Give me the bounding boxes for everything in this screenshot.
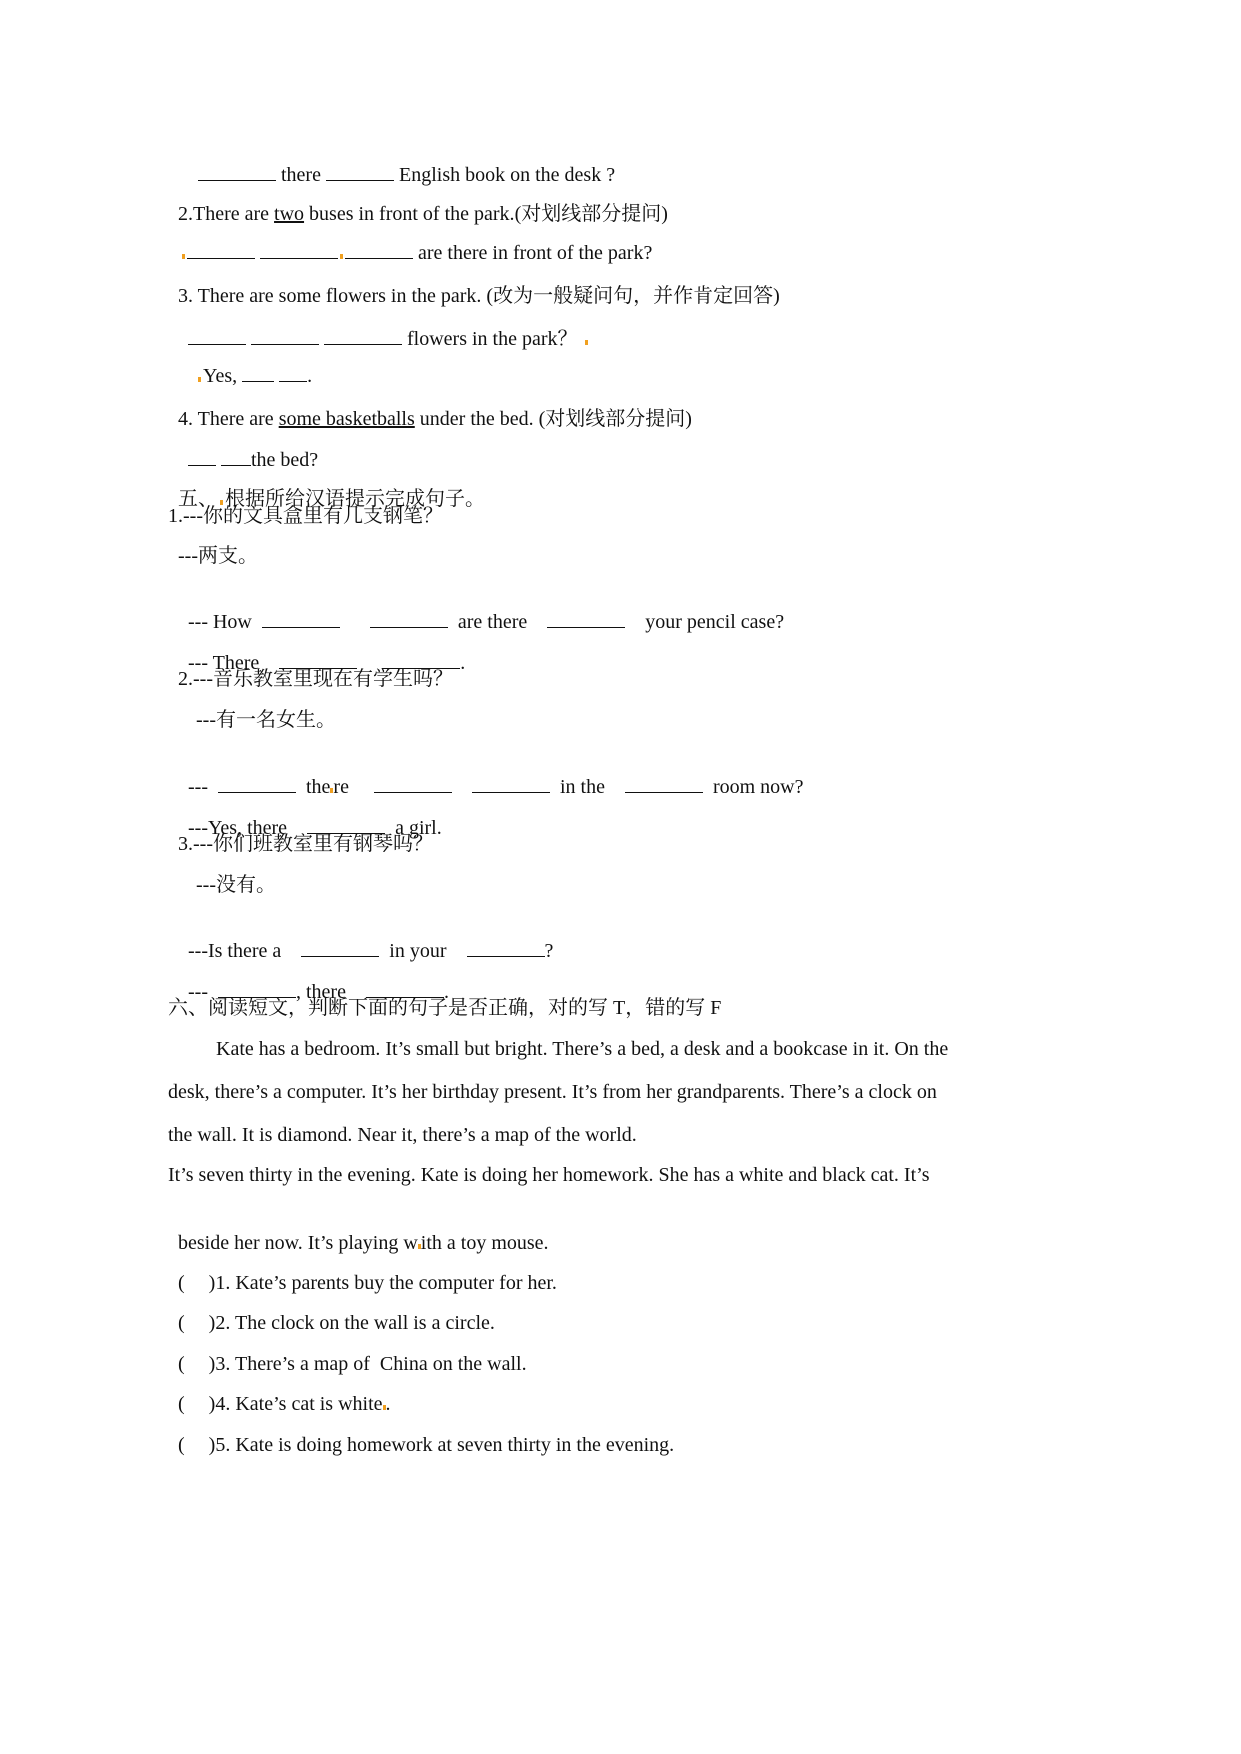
answer-blank[interactable] xyxy=(547,609,625,628)
passage-line: the wall. It is diamond. Near it, there’s a map of the world. xyxy=(168,1124,637,1146)
cn-answer: ---没有。 xyxy=(196,874,276,896)
text: English book on the desk ? xyxy=(393,164,616,186)
cn-question: 2.---音乐教室里现在有学生吗？ xyxy=(178,668,453,690)
answer-blank[interactable] xyxy=(279,363,307,382)
text: beside her now. It’s playing w xyxy=(178,1232,418,1254)
answer-blank[interactable] xyxy=(472,774,550,793)
cn-question: 1.---你的文具盒里有几支钢笔？ xyxy=(168,505,443,527)
paren: ) xyxy=(208,1434,216,1456)
text: are there xyxy=(457,611,528,633)
text: ? xyxy=(544,940,554,962)
text: a girl. xyxy=(395,817,442,839)
passage-line: desk, there’s a computer. It’s her birthday present. It’s from her grandparents. There’s a clock on xyxy=(168,1081,937,1103)
cn-answer: ---两支。 xyxy=(178,545,258,567)
text: buses in front of the park. xyxy=(304,203,515,225)
marker-icon xyxy=(340,254,343,259)
hint: (改为一般疑问句，并作肯定回答) xyxy=(486,285,780,307)
q2-answer-line xyxy=(170,216,652,265)
paren: ( xyxy=(178,1393,185,1415)
hint: (对划线部分提问) xyxy=(514,203,668,225)
answer-blank[interactable] xyxy=(625,774,703,793)
text: . xyxy=(460,652,466,674)
text: the xyxy=(305,776,331,798)
paren: ( xyxy=(178,1353,185,1375)
text: re xyxy=(333,776,349,798)
text: in your xyxy=(389,940,447,962)
section-title: 根据所给汉语提示完成句子。 xyxy=(225,488,485,510)
statement-text: 5. Kate is doing homework at seven thirty in the evening. xyxy=(215,1434,675,1456)
answer-blank[interactable] xyxy=(467,938,545,957)
answer-blank[interactable] xyxy=(324,326,402,345)
paren: ) xyxy=(208,1312,216,1334)
text: ---Is there a xyxy=(188,940,282,962)
text: ith a toy mouse. xyxy=(420,1232,549,1254)
statement-text: 2. The clock on the wall is a circle. xyxy=(215,1312,495,1334)
text: There are xyxy=(193,203,275,225)
text: . xyxy=(307,365,313,387)
answer-blank[interactable] xyxy=(345,240,413,259)
cn-question: 3.---你们班教室里有钢琴吗？ xyxy=(178,833,433,855)
paren: ( xyxy=(178,1312,185,1334)
passage-line: It’s seven thirty in the evening. Kate is doing her homework. She has a white and black cat. It’s xyxy=(168,1164,930,1186)
section-6-title: 六、阅读短文，判断下面的句子是否正确，对的写 T，错的写 F xyxy=(168,997,722,1019)
marker-icon xyxy=(585,340,588,345)
text: --- xyxy=(188,981,208,1003)
text: , there xyxy=(295,981,346,1003)
text: ---Yes, there xyxy=(188,817,288,839)
cn-answer: ---有一名女生。 xyxy=(196,709,336,731)
text: 3. There are some flowers in the park. xyxy=(178,285,487,307)
text: 4. There are xyxy=(178,408,279,430)
text: --- There xyxy=(188,652,260,674)
statement-text: 3. There’s a map of China on the wall. xyxy=(215,1353,527,1375)
answer-blank[interactable] xyxy=(260,240,338,259)
text: flowers in the park？ xyxy=(402,328,578,350)
paren: ( xyxy=(178,1272,185,1294)
text: are there in front of the park? xyxy=(413,242,653,264)
text: Yes, xyxy=(203,365,243,387)
text: --- xyxy=(188,776,208,798)
text: room now? xyxy=(712,776,804,798)
section-number: 五、 xyxy=(178,488,218,510)
passage-line: Kate has a bedroom. It’s small but bright. There’s a bed, a desk and a bookcase in it. On the xyxy=(216,1038,949,1060)
question-3 xyxy=(168,260,780,308)
text: under the bed. xyxy=(414,408,539,430)
statement-text: 1. Kate’s parents buy the computer for her. xyxy=(215,1272,557,1294)
hint: (对划线部分提问) xyxy=(538,408,692,430)
answer-blank[interactable] xyxy=(242,363,274,382)
text: . xyxy=(443,981,449,1003)
paren: ) xyxy=(208,1272,216,1294)
paren: ) xyxy=(208,1393,216,1415)
text: your pencil case? xyxy=(645,611,785,633)
text: --- How xyxy=(188,611,252,633)
statement-text: 4. Kate’s cat is white xyxy=(215,1393,383,1415)
paren: ) xyxy=(208,1353,216,1375)
text: . xyxy=(385,1393,391,1415)
underlined-text: some basketballs xyxy=(278,408,415,430)
marker-icon xyxy=(182,254,185,259)
question-number: 2. xyxy=(178,203,193,225)
q3-yes-line xyxy=(186,339,312,388)
marker-icon xyxy=(198,377,201,382)
underlined-text: two xyxy=(274,203,305,225)
text: the bed? xyxy=(251,449,319,471)
answer-blank[interactable] xyxy=(187,240,255,259)
text: in the xyxy=(559,776,605,798)
paren: ( xyxy=(178,1434,185,1456)
text: there xyxy=(276,164,326,186)
statement-5 xyxy=(168,1409,674,1457)
